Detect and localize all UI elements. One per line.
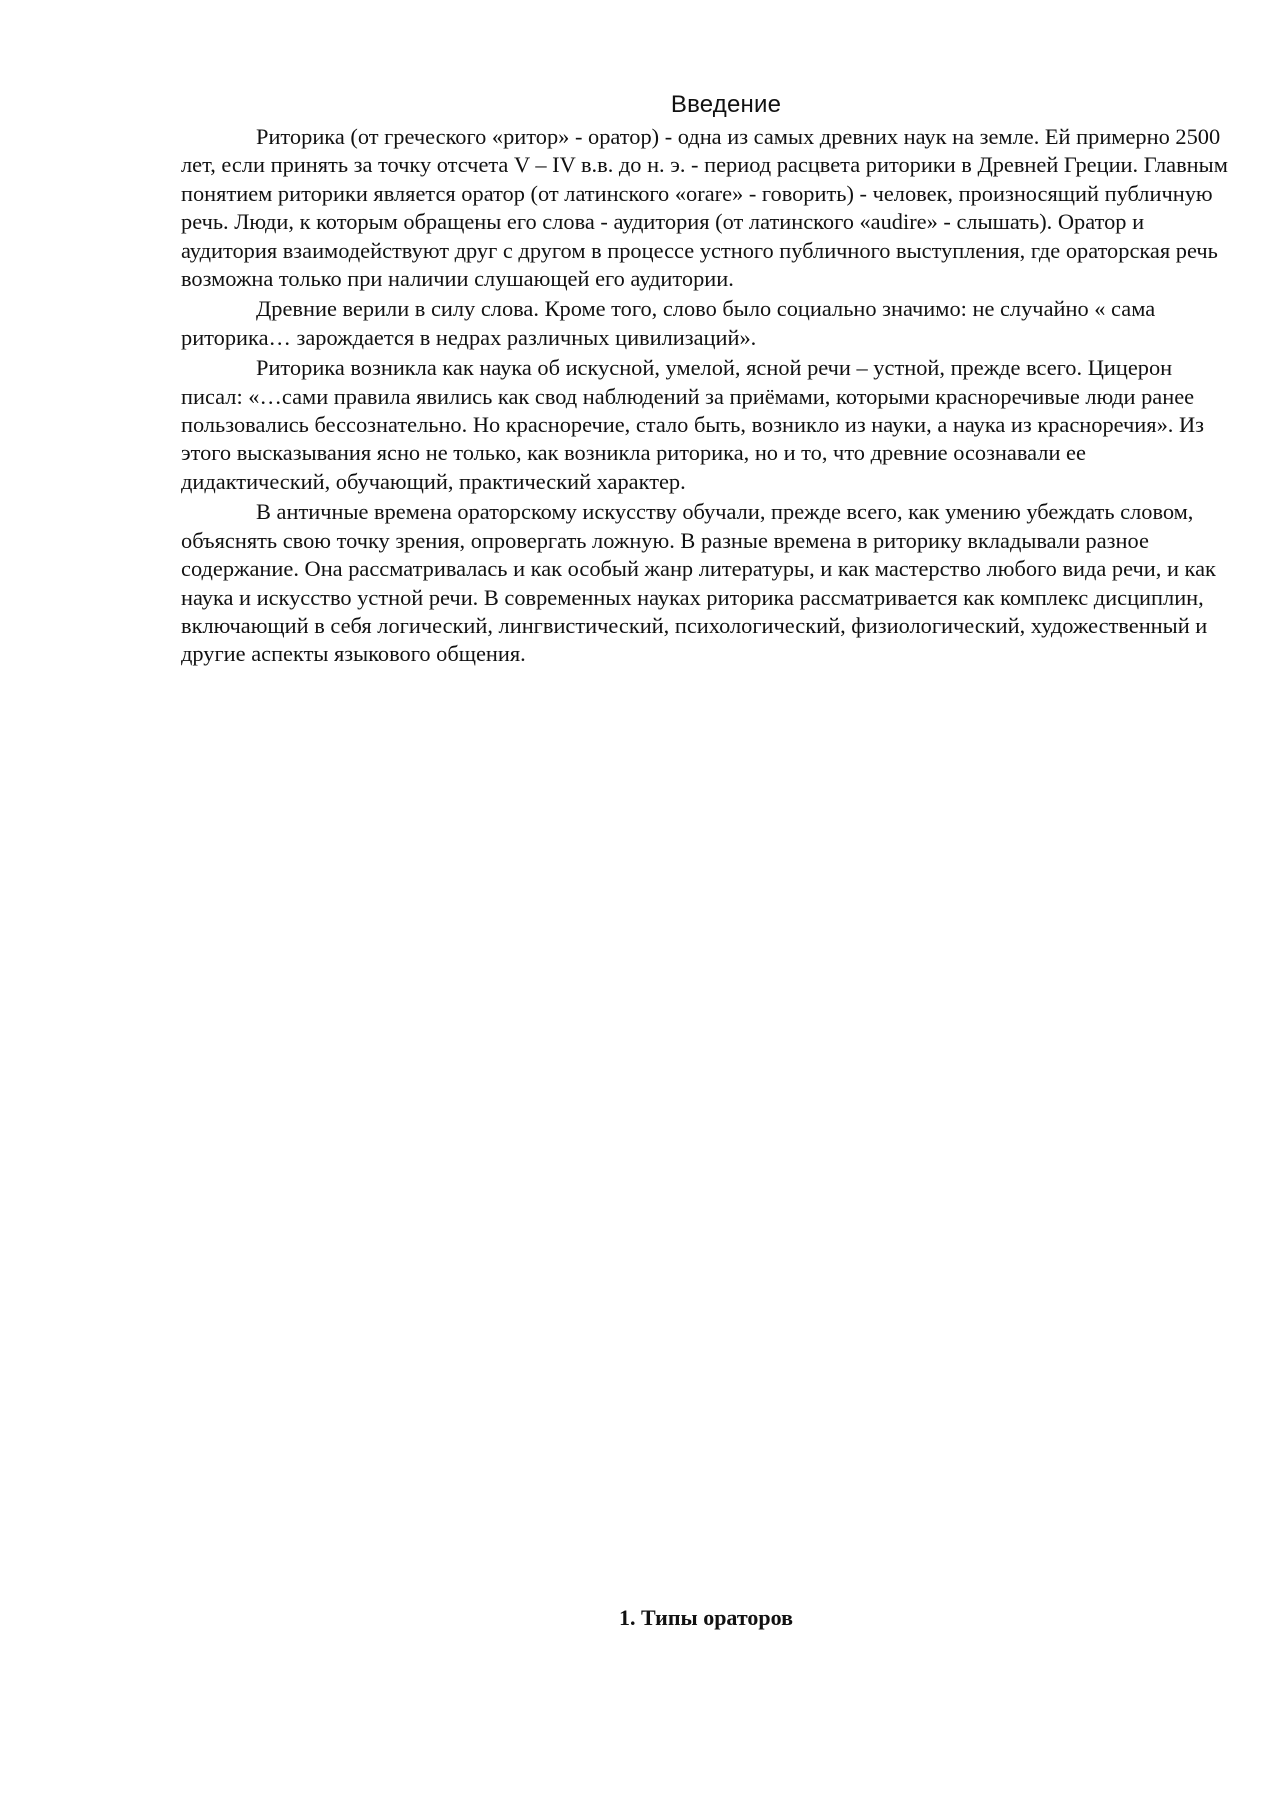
intro-title: Введение bbox=[670, 91, 782, 118]
paragraph-3: Риторика возникла как наука об искусной, умелой, ясной речи – устной, прежде всего. Цицерон писал: «…сами правила явились как свод наблюдений за приёмами, которыми красноречивые люди ранее пользовались бессознательно. Но красноречие, стало быть, возникло из науки, а наука из красноречия». Из этого высказывания ясно не только, как возникла риторика, но и то, что древние осознавали ее дидактический, обучающий, практический характер. bbox=[181, 355, 1204, 494]
paragraph-2: Древние верили в силу слова. Кроме того, слово было социально значимо: не случайно « сама риторика… зарождается в недрах различных цивилизаций». bbox=[181, 296, 1156, 350]
paragraph-1: Риторика (от греческого «ритор» - оратор) - одна из самых древних наук на земле. Ей примерно 2500 лет, если принять за точку отсчета V – IV в.в. до н. э. - период расцвета риторики в Древней Греции. Главным понятием риторики является оратор (от латинского «orare» - говорить) - человек, произносящий публичную речь. Люди, к которым обращены его слова - аудитория (от латинского «audire» - слышать). Оратор и аудитория взаимодействуют друг с другом в процессе устного публичного выступления, где ораторская речь возможна только при наличии слушающей его аудитории. bbox=[181, 124, 1228, 292]
paragraph-4: В античные времена ораторскому искусству обучали, прежде всего, как умению убеждать словом, объяснять свою точку зрения, опровергать ложную. В разные времена в риторику вкладывали разное содержание. Она рассматривалась и как особый жанр литературы, и как мастерство любого вида речи, и как наука и искусство устной речи. В современных науках риторика рассматривается как комплекс дисциплин, включающий в себя логический, лингвистический, психологический, физиологический, художественный и другие аспекты языкового общения. bbox=[181, 499, 1216, 667]
intro-body bbox=[181, 123, 1231, 669]
section-heading: 1. Типы ораторов bbox=[619, 1605, 793, 1630]
